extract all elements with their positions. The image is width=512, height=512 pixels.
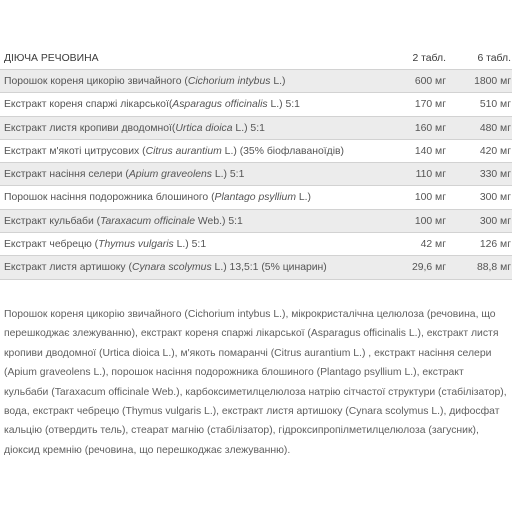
dose-6-tablets: 88,8 мг <box>476 262 511 274</box>
dose-6-tablets: 510 мг <box>479 99 511 111</box>
ingredient-name: Екстракт кореня спаржі лікарської(Asparagus officinalis L.) 5:1 <box>4 99 300 111</box>
dose-2-tablets: 160 мг <box>414 122 446 134</box>
dose-6-tablets: 126 мг <box>479 239 511 251</box>
dose-2-tablets: 170 мг <box>414 99 446 111</box>
composition-description: Порошок кореня цикорію звичайного (Cichorium intybus L.), мікрокристалічна целюлоза (речовина, що перешкоджає злежуванню), екстракт кореня спаржі лікарської (Asparagus officinalis L.), екстракт листя кропиви дводомної (Urtica dioica L.), м'якоть помаранчі (Citrus aurantium L.) , екстракт насіння селери (Apium graveolens L.), порошок насіння подорожника блошиного (Plantago psyllium L.), екстракт кульбаби (Taraxacum officinale Web.), карбоксиметилцелюлоза натрію сітчастої структури (стабілізатор), вода, екстракт чебрецю (Thymus vulgaris L.), екстракт листя артишоку (Cynara scolymus L.), дифосфат кальцію (отвердить тель), стеарат магнію (стабілізатор), гідроксипропілметилцелюлоза (загусник), діоксид кремнію (речовина, що перешкоджає злежуванню). <box>4 309 507 456</box>
dose-2-tablets: 100 мг <box>414 215 446 227</box>
table-row <box>0 140 512 163</box>
header-ingredient: ДІЮЧА РЕЧОВИНА <box>4 53 99 64</box>
table-row <box>0 186 512 209</box>
dose-2-tablets: 42 мг <box>420 239 446 251</box>
dose-6-tablets: 330 мг <box>479 169 511 181</box>
dose-2-tablets: 140 мг <box>414 145 446 157</box>
dose-6-tablets: 1800 мг <box>474 76 511 87</box>
table-row <box>0 210 512 233</box>
dose-2-tablets: 29,6 мг <box>411 262 446 274</box>
ingredient-name: Екстракт насіння селери (Apium graveolens L.) 5:1 <box>4 169 245 181</box>
ingredient-name: Екстракт листя кропиви дводомної(Urtica dioica L.) 5:1 <box>4 122 265 134</box>
table-row <box>0 233 512 256</box>
table-header <box>0 45 512 70</box>
table-row <box>0 256 512 279</box>
dose-2-tablets: 600 мг <box>414 76 446 87</box>
dose-6-tablets: 300 мг <box>479 192 511 204</box>
ingredients-table <box>0 45 512 280</box>
ingredient-name: Екстракт чебрецю (Thymus vulgaris L.) 5:1 <box>4 239 207 251</box>
ingredient-name: Порошок кореня цикорію звичайного (Cichorium intybus L.) <box>4 76 286 87</box>
dose-6-tablets: 300 мг <box>479 215 511 227</box>
header-2-tablets: 2 табл. <box>412 53 446 64</box>
table-row <box>0 70 512 93</box>
ingredient-name: Екстракт м'якоті цитрусових (Citrus aurantium L.) (35% біофлаваноїдів) <box>4 145 344 157</box>
dose-6-tablets: 480 мг <box>479 122 511 134</box>
dose-2-tablets: 110 мг <box>415 169 446 181</box>
header-6-tablets: 6 табл. <box>477 53 511 64</box>
dose-6-tablets: 420 мг <box>479 145 511 157</box>
table-row <box>0 117 512 140</box>
ingredient-name: Екстракт листя артишоку (Cynara scolymus L.) 13,5:1 (5% цинарин) <box>4 262 327 274</box>
ingredient-name: Порошок насіння подорожника блошиного (Plantago psyllium L.) <box>4 192 311 204</box>
table-row <box>0 93 512 116</box>
dose-2-tablets: 100 мг <box>414 192 446 204</box>
table-row <box>0 163 512 186</box>
ingredient-name: Екстракт кульбаби (Taraxacum officinale Web.) 5:1 <box>4 215 243 227</box>
